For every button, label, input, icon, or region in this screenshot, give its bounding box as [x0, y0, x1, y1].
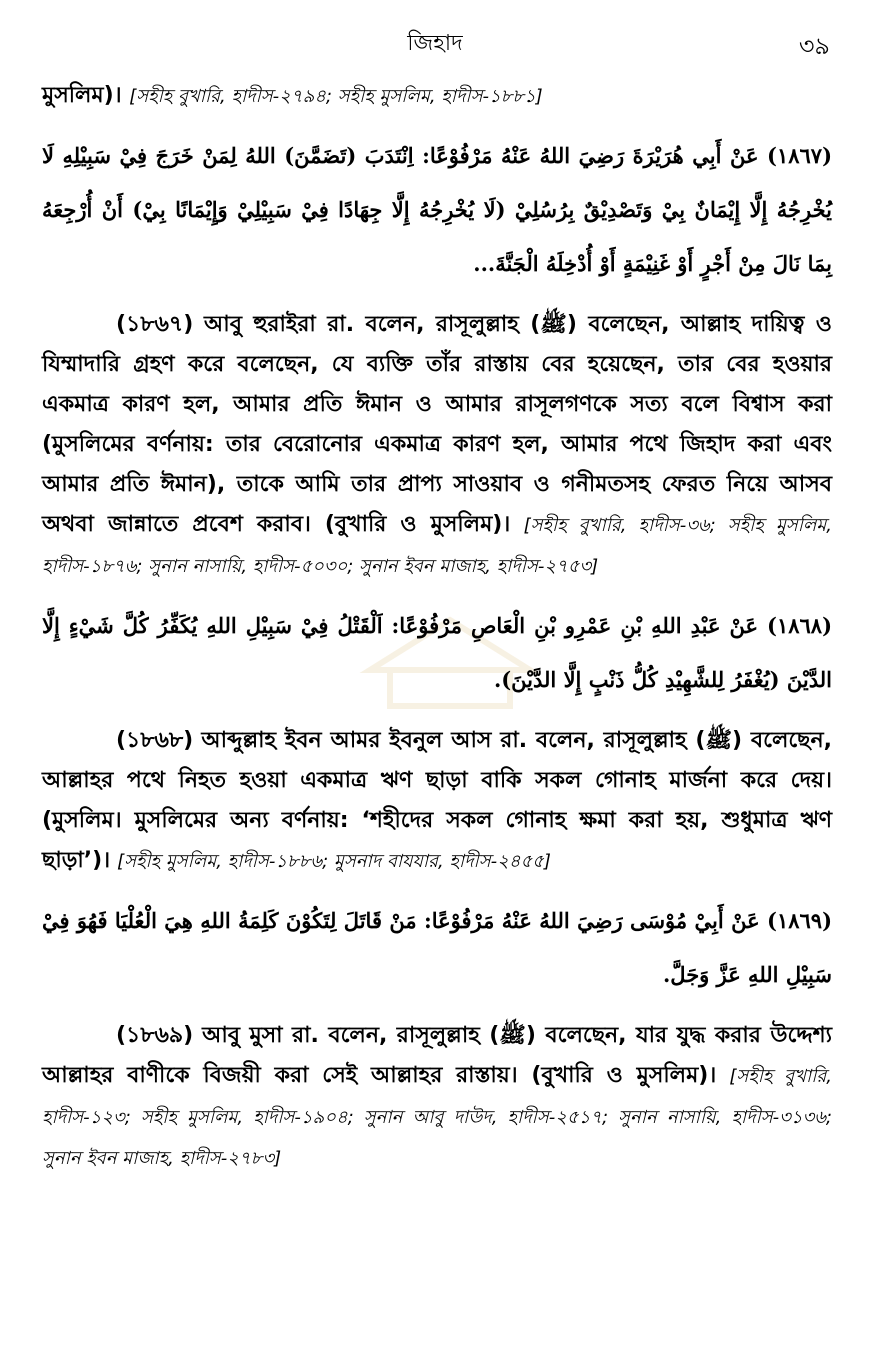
hadith-entry [42, 129, 832, 587]
hadith-entry [42, 599, 832, 882]
continuation-text: মুসলিম)। [42, 83, 122, 108]
running-title: জিহাদ [407, 31, 463, 56]
bangla-translation [42, 721, 832, 882]
arabic-text: (١٨٦٨) عَنْ عَبْدِ اللهِ بْنِ عَمْرِو بْنِ الْعَاصِ مَرْفُوْعًا: اَلْقَتْلُ فِيْ سَبِيْلِ اللهِ يُكَفِّرُ كُلَّ شَيْءٍ إِلَّا الدَّيْنَ (يُغْفَرُ لِلشَّهِيْدِ كُلُّ ذَنْبٍ إِلَّا الدَّيْنَ). [42, 613, 832, 692]
hadith-number: (১৮৬৭) [116, 312, 194, 337]
bangla-text: আবু হুরাইরা রা. বলেন, রাসূলুল্লাহ (ﷺ) বলেছেন, আল্লাহ দায়িত্ব ও যিম্মাদারি গ্রহণ করে বলেছেন, যে ব্যক্তি তাঁর রাস্তায় বের হয়েছেন, তার বের হওয়ার একমাত্র কারণ হল, আমার প্রতি ঈমান ও আমার রাসূলগণকে সত্য বলে বিশ্বাস করা (মুসলিমের বর্ণনায়: তার বেরোনোর একমাত্র কারণ হল, আমার পথে জিহাদ করা এবং আমার প্রতি ঈমান), তাকে আমি তার প্রাপ্য সাওয়াব ও গনীমতসহ ফেরত নিয়ে আসব অথবা জান্নাতে প্রবেশ করাব। (বুখারি ও মুসলিম)। [42, 312, 832, 537]
page-header [0, 22, 870, 62]
continuation-paragraph [42, 76, 832, 117]
hadith-reference: [সহীহ বুখারি, হাদীস-৩৬; সহীহ মুসলিম, হাদীস-১৮৭৬; সুনান নাসায়ি, হাদীস-৫০৩০; সুনান ইবন মাজাহ, হাদীস-২৭৫৩] [42, 515, 832, 577]
bangla-translation [42, 305, 832, 587]
page-number: ৩৯ [798, 32, 830, 60]
hadith-number: (১৮৬৮) [116, 728, 194, 753]
page-body [42, 76, 832, 1191]
bangla-text: আব্দুল্লাহ ইবন আমর ইবনুল আস রা. বলেন, রাসূলুল্লাহ (ﷺ) বলেছেন, আল্লাহর পথে নিহত হওয়া একমাত্র ঋণ ছাড়া বাকি সকল গোনাহ মার্জনা করে দেয়। (মুসলিম। মুসলিমের অন্য বর্ণনায়: ‘শহীদের সকল গোনাহ ক্ষমা করা হয়, শুধুমাত্র ঋণ ছাড়া’)। [42, 728, 832, 873]
hadith-entry [42, 894, 832, 1179]
bangla-text: আবু মুসা রা. বলেন, রাসূলুল্লাহ (ﷺ) বলেছেন, যার যুদ্ধ করার উদ্দেশ্য আল্লাহর বাণীকে বিজয়ী করা সেই আল্লাহর রাস্তায়। (বুখারি ও মুসলিম)। [42, 1023, 833, 1088]
hadith-number: (১৮৬৯) [116, 1023, 194, 1048]
arabic-text: (١٨٦٩) عَنْ أَبِيْ مُوْسَى رَضِيَ اللهُ عَنْهُ مَرْفُوْعًا: مَنْ قَاتَلَ لِتَكُوْنَ كَلِمَةُ اللهِ هِيَ الْعُلْيَا فَهُوَ فِيْ سَبِيْلِ اللهِ عَزَّ وَجَلَّ. [42, 908, 832, 987]
bangla-translation [42, 1016, 832, 1179]
hadith-reference: [সহীহ বুখারি, হাদীস-১২৩; সহীহ মুসলিম, হাদীস-১৯০৪; সুনান আবু দাউদ, হাদীস-২৫১৭; সুনান নাসায়ি, হাদীস-৩১৩৬; সুনান ইবন মাজাহ, হাদীস-২৭৮৩] [42, 1066, 832, 1169]
continuation-reference: [সহীহ বুখারি, হাদীস-২৭৯৪; সহীহ মুসলিম, হাদীস-১৮৮১] [129, 86, 543, 107]
hadith-reference: [সহীহ মুসলিম, হাদীস-১৮৮৬; মুসনাদ বাযযার, হাদীস-২৪৫৫] [117, 851, 551, 872]
arabic-text: (١٨٦٧) عَنْ أَبِي هُرَيْرَةَ رَضِيَ اللهُ عَنْهُ مَرْفُوْعًا: اِنْتَدَبَ (تَضَمَّنَ) اللهُ لِمَنْ خَرَجَ فِيْ سَبِيْلِهِ لَا يُخْرِجُهُ إِلَّا إِيْمَانٌ بِيْ وَتَصْدِيْقٌ بِرُسُلِيْ (لَا يُخْرِجُهُ إِلَّا جِهَادًا فِيْ سَبِيْلِيْ وَإِيْمَانًا بِيْ) أَنْ أُرْجِعَهُ بِمَا نَالَ مِنْ أَجْرٍ أَوْ غَنِيْمَةٍ أَوْ أُدْخِلَهُ الْجَنَّةَ... [42, 143, 832, 276]
